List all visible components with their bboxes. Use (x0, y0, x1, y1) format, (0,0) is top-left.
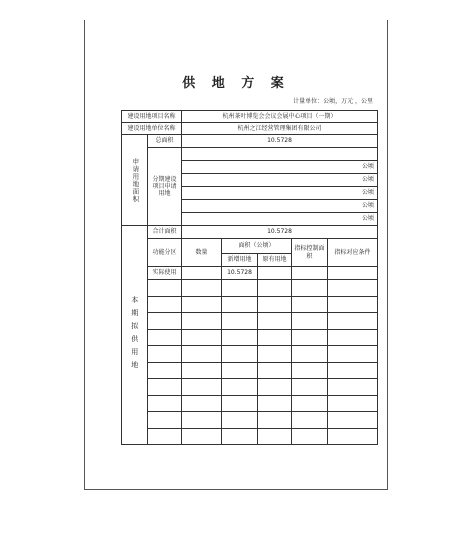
qty-label: 数量 (182, 239, 222, 267)
table-row (122, 379, 378, 396)
area-label: 面积（公顷） (222, 239, 292, 254)
apply-total-row (122, 135, 378, 148)
unit-name-row (122, 123, 378, 135)
phase-row-0 (122, 148, 378, 161)
apply-total-label: 总面积 (148, 135, 182, 148)
project-name-value: 杭州茶叶博览会会议会展中心项目（一期） (182, 111, 378, 123)
func-label: 功能分区 (148, 239, 182, 267)
supply-sum-value: 10.5728 (182, 226, 378, 239)
phase-unit-empty (182, 148, 378, 161)
condition-label: 指标对应条件 (328, 239, 378, 267)
phase-unit-0: 公顷 (182, 161, 378, 174)
supply-header-row-1 (122, 239, 378, 254)
phase-label: 分期建设项目申请用地 (152, 175, 177, 198)
actual-condition (328, 267, 378, 280)
table-row (122, 346, 378, 363)
land-supply-table (121, 110, 378, 445)
supply-section-label: 本期拟供用地 (130, 296, 139, 374)
phase-unit-2: 公顷 (182, 187, 378, 200)
table-row (122, 362, 378, 379)
phase-label-cell (148, 148, 182, 226)
table-row (122, 412, 378, 429)
actual-existing (258, 267, 292, 280)
actual-row (122, 267, 378, 280)
table-row (122, 280, 378, 297)
unit-name-value: 杭州之江经营管理集团有限公司 (182, 123, 378, 135)
new-label: 新增用地 (222, 254, 258, 267)
unit-note: 计量单位：公顷，万元 ，公里 (293, 98, 373, 105)
document-title: 供 地 方 案 (182, 76, 290, 91)
actual-label: 实际使用 (148, 267, 182, 280)
table-row (122, 313, 378, 330)
phase-unit-1: 公顷 (182, 174, 378, 187)
form-sheet (84, 20, 388, 490)
supply-sum-row (122, 226, 378, 239)
phase-unit-4: 公顷 (182, 213, 378, 226)
existing-label: 原有用地 (258, 254, 292, 267)
apply-section-cell (122, 135, 148, 226)
table-row (122, 296, 378, 313)
actual-new-value: 10.5728 (222, 267, 258, 280)
supply-sum-label: 合计面积 (148, 226, 182, 239)
table-row (122, 329, 378, 346)
project-name-row (122, 111, 378, 123)
project-name-label: 建设用地项目名称 (122, 111, 182, 123)
control-label: 指标控制面积 (292, 239, 328, 267)
actual-qty (182, 267, 222, 280)
table-row (122, 395, 378, 412)
supply-section-cell (122, 226, 148, 445)
unit-name-label: 建设用地单位名称 (122, 123, 182, 135)
apply-section-label: 申请用地面积 (131, 157, 140, 203)
phase-unit-3: 公顷 (182, 200, 378, 213)
actual-control (292, 267, 328, 280)
apply-total-value: 10.5728 (182, 135, 378, 148)
table-row (122, 428, 378, 445)
